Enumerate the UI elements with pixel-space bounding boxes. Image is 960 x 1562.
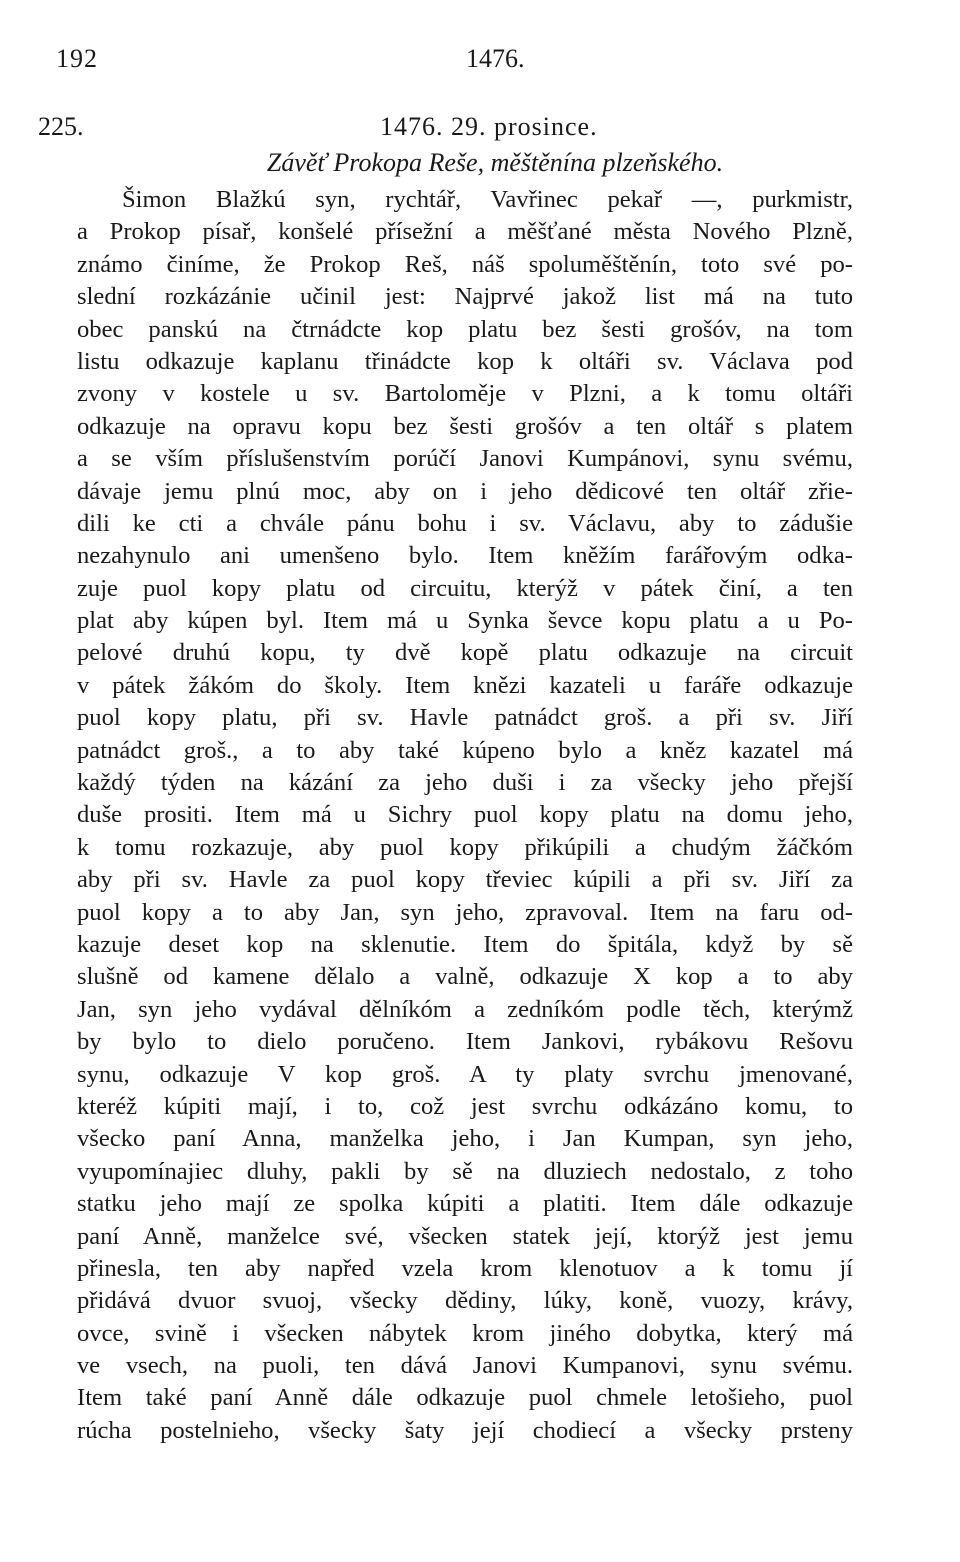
body-line: patnádct groš., a to aby také kúpeno bylo a kněz kazatel má xyxy=(77,736,853,764)
body-line: a Prokop písař, konšelé přísežní a měšťané města Nového Plzně, xyxy=(77,218,853,246)
body-line: duše prositi. Item má u Sichry puol kopy platu na domu jeho, xyxy=(77,801,853,829)
body-line: rúcha postelnieho, všecky šaty její chodiecí a všecky prsteny xyxy=(77,1416,853,1444)
body-line: paní Anně, manželce své, všecken statek její, ktorýž jest jemu xyxy=(77,1222,853,1250)
running-head xyxy=(0,44,960,84)
body-line: statku jeho mají ze spolka kúpiti a platiti. Item dále odkazuje xyxy=(77,1190,853,1218)
body-line: Item také paní Anně dále odkazuje puol chmele letošieho, puol xyxy=(77,1384,853,1412)
body-line: synu, odkazuje V kop groš. A ty platy svrchu jmenované, xyxy=(77,1060,853,1088)
body-line: aby při sv. Havle za puol kopy třeviec kúpili a při sv. Jiří za xyxy=(77,866,853,894)
body-line: zvony v kostele u sv. Bartoloměje v Plzni, a k tomu oltáři xyxy=(77,380,853,408)
body-line: listu odkazuje kaplanu třinádcte kop k oltáři sv. Václava pod xyxy=(77,347,853,375)
body-line: vyupomínajiec dluhy, pakli by sě na dluziech nedostalo, z toho xyxy=(77,1157,853,1185)
body-line: kazuje deset kop na sklenutie. Item do špitála, když by sě xyxy=(77,930,853,958)
body-line: a se vším příslušenstvím porúčí Janovi Kumpánovi, synu svému, xyxy=(77,445,853,473)
body-line: všecko paní Anna, manželka jeho, i Jan Kumpan, syn jeho, xyxy=(77,1125,853,1153)
body-line: kteréž kúpiti mají, i to, což jest svrchu odkázáno komu, to xyxy=(77,1092,853,1120)
body-line: dili ke cti a chvále pánu bohu i sv. Václavu, aby to zádušie xyxy=(77,509,853,537)
body-line: slušně od kamene dělalo a valně, odkazuje X kop a to aby xyxy=(77,963,853,991)
body-line: zuje puol kopy platu od circuitu, kterýž v pátek činí, a ten xyxy=(77,574,853,602)
body-line: ve vsech, na puoli, ten dává Janovi Kumpanovi, synu svému. xyxy=(77,1352,853,1380)
body-line: dávaje jemu plnú moc, aby on i jeho dědicové ten oltář zřie- xyxy=(77,477,853,505)
body-line: plat aby kúpen byl. Item má u Synka ševce kopu platu a u Po- xyxy=(77,607,853,635)
body-line: v pátek žákóm do školy. Item knězi kazateli u faráře odkazuje xyxy=(77,671,853,699)
body-line: přidává dvuor svuoj, všecky dědiny, lúky, koně, vuozy, krávy, xyxy=(77,1287,853,1315)
entry-heading xyxy=(0,112,960,152)
body-line: ovce, svině i všecken nábytek krom jiného dobytka, který má xyxy=(77,1319,853,1347)
body-line: puol kopy platu, při sv. Havle patnádct groš. a při sv. Jiří xyxy=(77,704,853,732)
body-line: k tomu rozkazuje, aby puol kopy přikúpili a chudým žáčkóm xyxy=(77,833,853,861)
document-date: 1476. 29. prosince. xyxy=(380,112,598,141)
page-number: 192 xyxy=(56,44,98,73)
document-regest: Závěť Prokopa Reše, měštěnína plzeňského. xyxy=(266,148,724,177)
document-body xyxy=(77,184,853,1447)
running-head-year: 1476. xyxy=(466,44,525,73)
body-line: by bylo to dielo poručeno. Item Jankovi, rybákovu Rešovu xyxy=(77,1028,853,1056)
body-line: Jan, syn jeho vydával dělníkóm a zedníkóm podle těch, kterýmž xyxy=(77,995,853,1023)
document-number: 225. xyxy=(38,112,84,141)
body-line: přinesla, ten aby napřed vzela krom klenotuov a k tomu jí xyxy=(77,1254,853,1282)
body-line: nezahynulo ani umenšeno bylo. Item kněžím farářovým odka- xyxy=(77,542,853,570)
body-line: Šimon Blažkú syn, rychtář, Vavřinec pekař —, purkmistr, xyxy=(122,186,853,213)
body-line: každý týden na kázání za jeho duši i za všecky jeho přejší xyxy=(77,769,853,797)
body-line: slední rozkázánie učinil jest: Najprvé jakož list má na tuto xyxy=(77,283,853,311)
body-line: puol kopy a to aby Jan, syn jeho, zpravoval. Item na faru od- xyxy=(77,898,853,926)
body-line: pelové druhú kopu, ty dvě kopě platu odkazuje na circuit xyxy=(77,639,853,667)
body-line: známo činíme, že Prokop Reš, náš spoluměštěnín, toto své po- xyxy=(77,250,853,278)
body-line: odkazuje na opravu kopu bez šesti grošóv a ten oltář s platem xyxy=(77,412,853,440)
body-line: obec panskú na čtrnádcte kop platu bez šesti grošóv, na tom xyxy=(77,315,853,343)
